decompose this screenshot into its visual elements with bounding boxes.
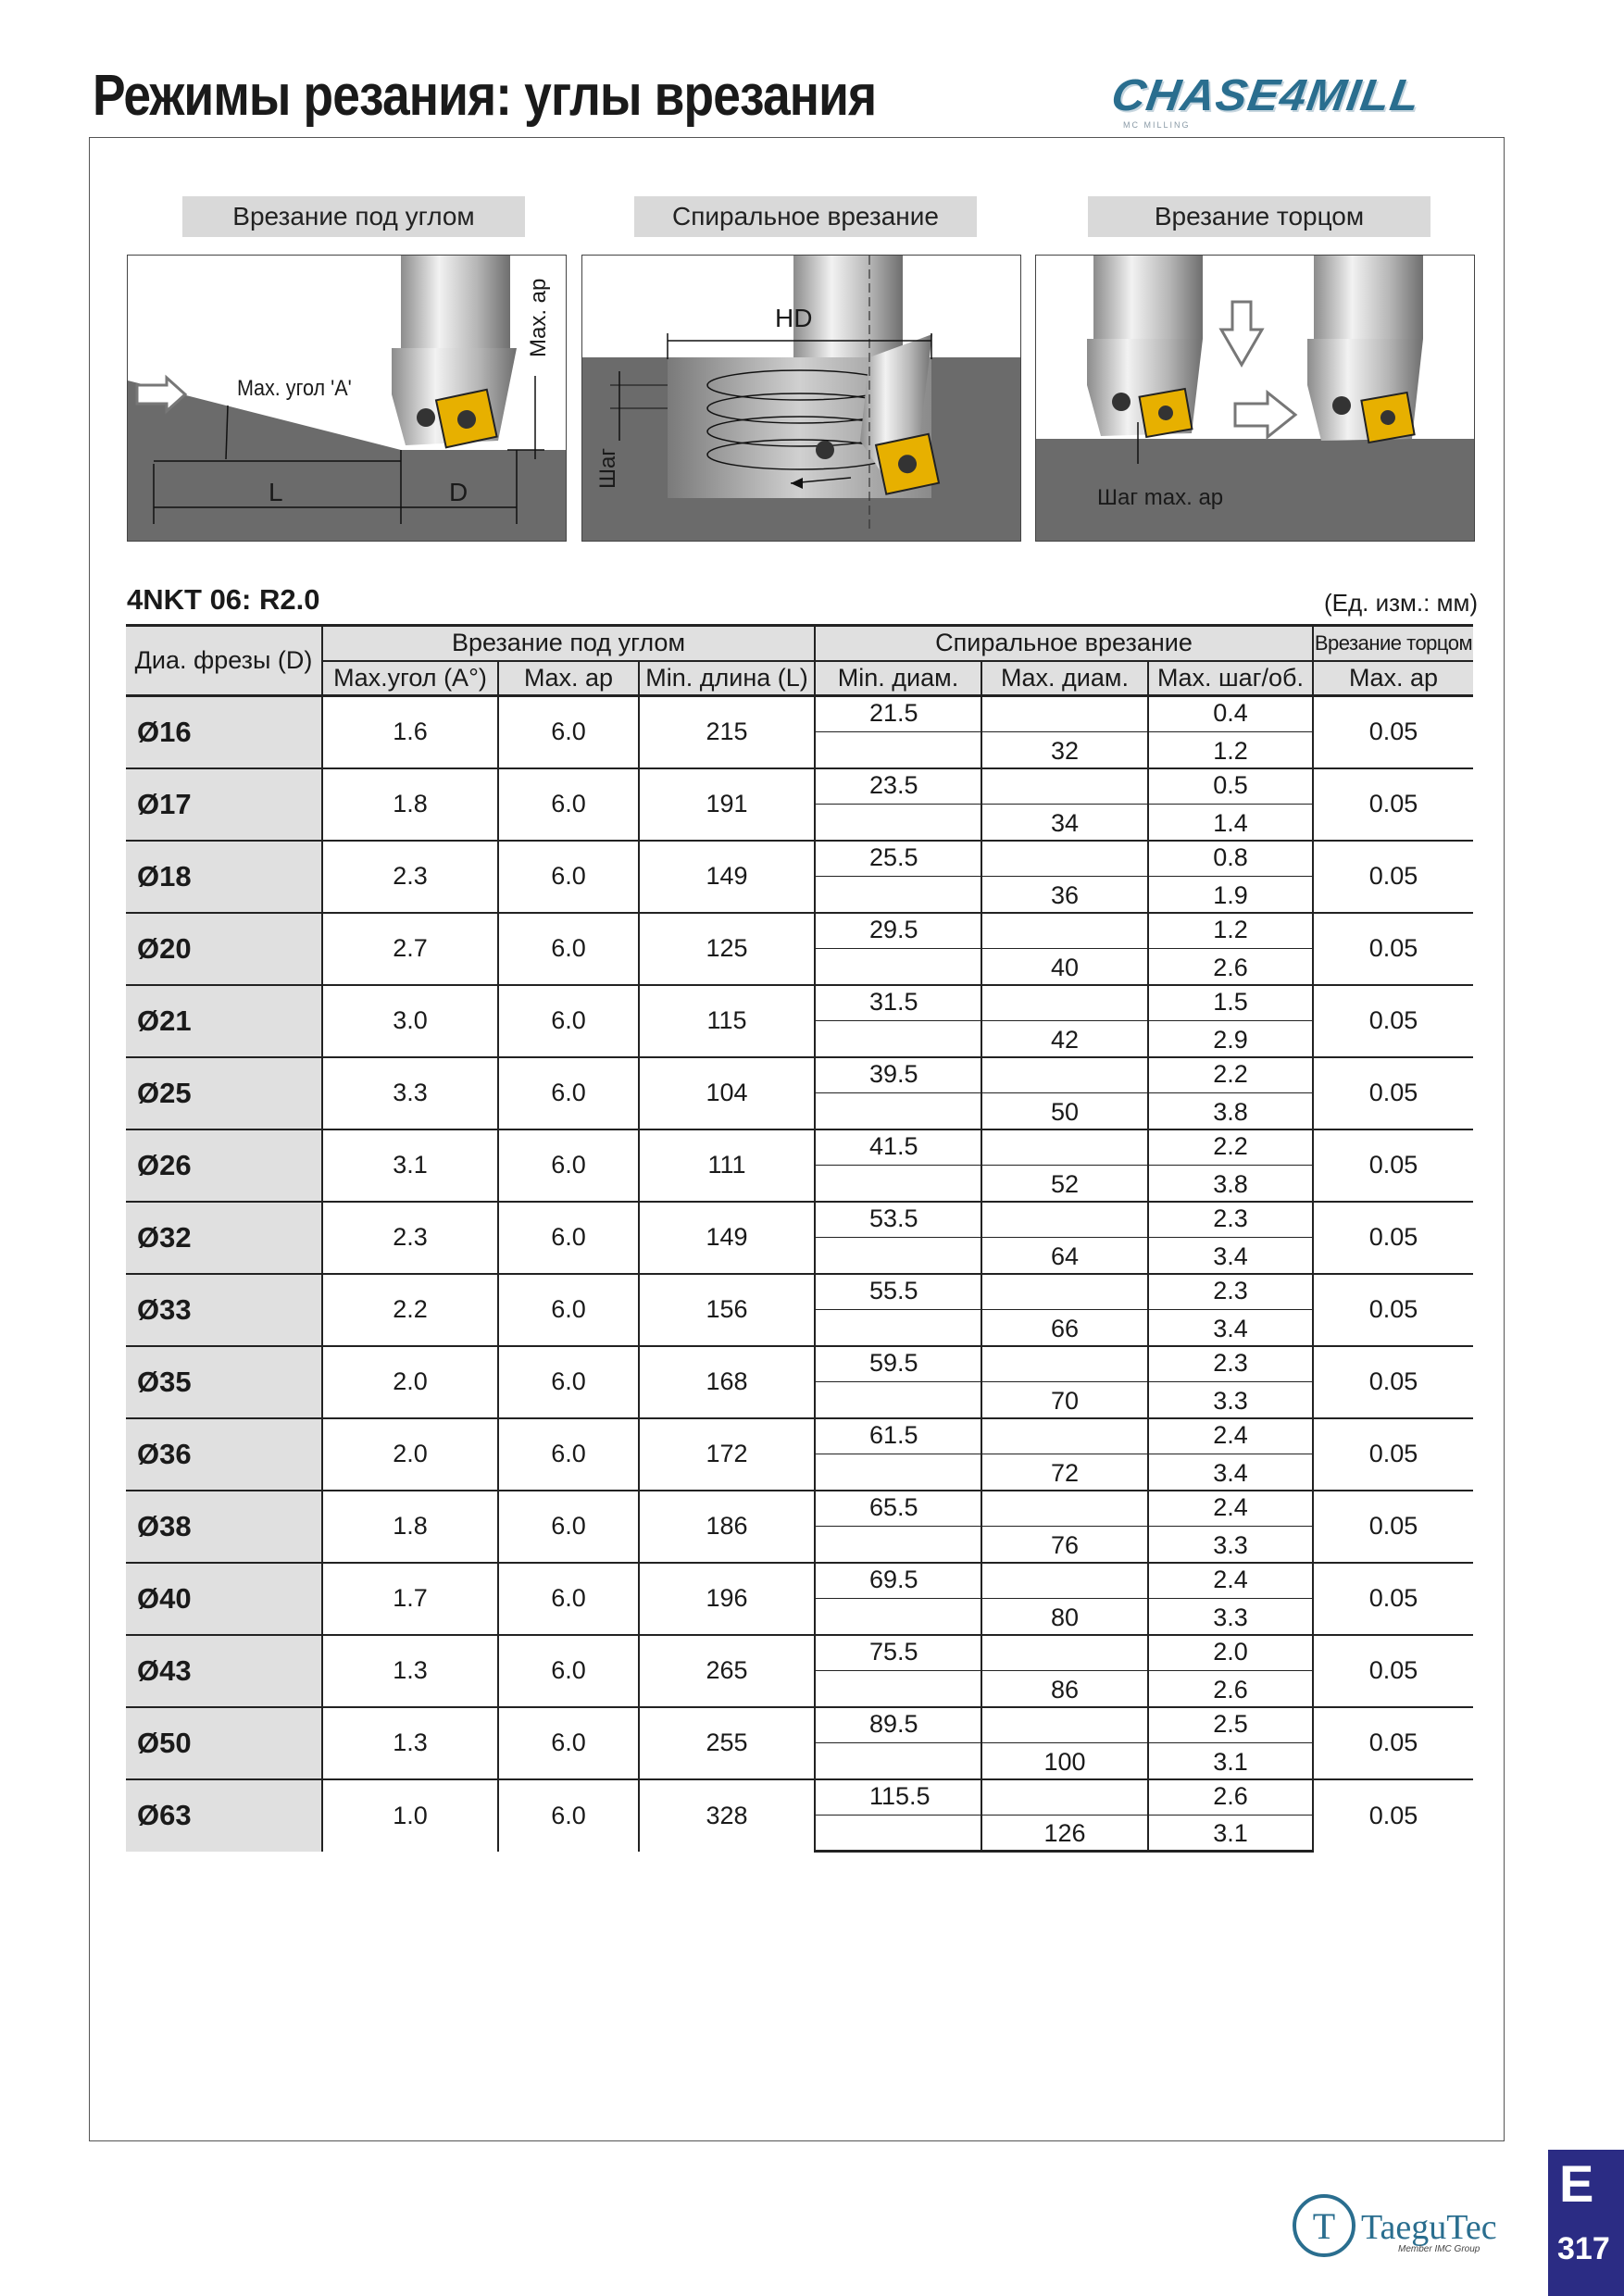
- cell-pitch-min: 2.6: [1148, 1779, 1313, 1816]
- cell-max-dia: 66: [981, 1310, 1148, 1346]
- cell-max-angle: 2.3: [322, 841, 498, 913]
- cell-min-length: 215: [639, 696, 815, 768]
- header-group-helical: Спиральное врезание: [815, 626, 1313, 661]
- cell-max-angle: 1.0: [322, 1779, 498, 1852]
- cell-pitch-min: 2.3: [1148, 1202, 1313, 1238]
- cell-min-dia-empty: [815, 1382, 981, 1418]
- logo-text: TaeguTec: [1361, 2208, 1497, 2247]
- header-min-dia: Min. диам.: [815, 661, 981, 696]
- cell-min-dia: 89.5: [815, 1707, 981, 1743]
- cell-dia: Ø18: [126, 841, 322, 913]
- cell-max-dia: 100: [981, 1743, 1148, 1779]
- table-row: [126, 1202, 1473, 1238]
- cell-max-dia-empty: [981, 1202, 1148, 1238]
- label-step: Шаг max. ap: [1097, 485, 1224, 510]
- cell-pitch-max: 3.4: [1148, 1238, 1313, 1274]
- brand-subtitle: MC MILLING: [1123, 120, 1191, 130]
- table-row: [126, 1491, 1473, 1527]
- cell-max-dia-empty: [981, 1635, 1148, 1671]
- cutter-shank-right: [1314, 256, 1423, 339]
- cell-max-angle: 1.3: [322, 1635, 498, 1707]
- cell-min-dia-empty: [815, 1454, 981, 1491]
- cell-max-ap: 6.0: [498, 1129, 639, 1202]
- table-row: [126, 1707, 1473, 1743]
- cell-pitch-min: 2.3: [1148, 1274, 1313, 1310]
- header-max-ap: Max. ap: [498, 661, 639, 696]
- cell-max-ap: 6.0: [498, 913, 639, 985]
- table-title: 4NKT 06: R2.0: [127, 583, 320, 616]
- table-row: [126, 1057, 1473, 1093]
- cell-max-ap: 6.0: [498, 1057, 639, 1129]
- table-row: [126, 1779, 1473, 1816]
- cell-min-length: 186: [639, 1491, 815, 1563]
- cell-min-length: 149: [639, 1202, 815, 1274]
- cell-min-length: 111: [639, 1129, 815, 1202]
- cell-min-length: 115: [639, 985, 815, 1057]
- taegutec-logo: [1287, 2185, 1537, 2259]
- label-hd: HD: [775, 304, 813, 332]
- cell-plunge-ap: 0.05: [1313, 1635, 1473, 1707]
- insert-icon-left: [1140, 389, 1193, 437]
- cell-dia: Ø40: [126, 1563, 322, 1635]
- cell-max-angle: 2.0: [322, 1418, 498, 1491]
- cell-plunge-ap: 0.05: [1313, 1274, 1473, 1346]
- cell-dia: Ø21: [126, 985, 322, 1057]
- cell-min-length: 149: [639, 841, 815, 913]
- cell-max-dia: 50: [981, 1093, 1148, 1129]
- cell-min-dia: 23.5: [815, 768, 981, 805]
- cell-max-angle: 3.0: [322, 985, 498, 1057]
- header-group-plunge: Врезание торцом: [1313, 626, 1473, 661]
- cell-dia: Ø33: [126, 1274, 322, 1346]
- cutter-shank: [401, 256, 510, 348]
- cell-max-ap: 6.0: [498, 1707, 639, 1779]
- table-row: [126, 913, 1473, 949]
- cell-pitch-max: 1.2: [1148, 732, 1313, 768]
- cell-pitch-max: 3.4: [1148, 1454, 1313, 1491]
- cell-dia: Ø38: [126, 1491, 322, 1563]
- page-number: 317: [1557, 2231, 1610, 2266]
- cell-max-dia-empty: [981, 985, 1148, 1021]
- cell-pitch-max: 2.6: [1148, 1671, 1313, 1707]
- screw-icon: [816, 441, 834, 459]
- cell-max-dia: 32: [981, 732, 1148, 768]
- cell-max-dia-empty: [981, 1057, 1148, 1093]
- cell-max-dia: 80: [981, 1599, 1148, 1635]
- cell-min-length: 172: [639, 1418, 815, 1491]
- cell-max-dia-empty: [981, 1346, 1148, 1382]
- cell-max-dia-empty: [981, 1274, 1148, 1310]
- cell-min-dia-empty: [815, 1021, 981, 1057]
- cell-dia: Ø36: [126, 1418, 322, 1491]
- cell-min-dia: 65.5: [815, 1491, 981, 1527]
- cell-pitch-max: 3.3: [1148, 1527, 1313, 1563]
- cell-pitch-max: 2.9: [1148, 1021, 1313, 1057]
- cell-dia: Ø16: [126, 696, 322, 768]
- cell-pitch-min: 1.2: [1148, 913, 1313, 949]
- cell-dia: Ø63: [126, 1779, 322, 1852]
- label-max-ap: Max. ap: [526, 278, 551, 357]
- cell-plunge-ap: 0.05: [1313, 1779, 1473, 1852]
- cell-dia: Ø32: [126, 1202, 322, 1274]
- table-row: [126, 985, 1473, 1021]
- cell-max-ap: 6.0: [498, 841, 639, 913]
- cell-pitch-max: 2.6: [1148, 949, 1313, 985]
- insert-icon: [436, 390, 497, 448]
- cell-max-angle: 1.7: [322, 1563, 498, 1635]
- cell-pitch-min: 0.4: [1148, 696, 1313, 732]
- cell-max-angle: 1.3: [322, 1707, 498, 1779]
- table-row: [126, 1563, 1473, 1599]
- brand-name: CHASE4MILL: [1108, 71, 1424, 120]
- cell-min-dia: 75.5: [815, 1635, 981, 1671]
- cell-plunge-ap: 0.05: [1313, 1563, 1473, 1635]
- cell-max-angle: 2.2: [322, 1274, 498, 1346]
- cutting-data-table: [126, 624, 1473, 1853]
- cell-min-dia: 69.5: [815, 1563, 981, 1599]
- logo-mark-icon: T: [1312, 2205, 1336, 2247]
- cell-min-length: 328: [639, 1779, 815, 1852]
- cell-min-length: 168: [639, 1346, 815, 1418]
- cell-min-dia-empty: [815, 1166, 981, 1202]
- cell-max-ap: 6.0: [498, 985, 639, 1057]
- cell-max-angle: 2.7: [322, 913, 498, 985]
- cell-pitch-min: 0.5: [1148, 768, 1313, 805]
- cell-max-angle: 3.3: [322, 1057, 498, 1129]
- cell-plunge-ap: 0.05: [1313, 1418, 1473, 1491]
- cell-min-dia: 59.5: [815, 1346, 981, 1382]
- cell-dia: Ø25: [126, 1057, 322, 1129]
- cell-pitch-max: 3.8: [1148, 1166, 1313, 1202]
- cell-max-dia-empty: [981, 1563, 1148, 1599]
- cell-min-dia: 21.5: [815, 696, 981, 732]
- header-min-length: Min. длина (L): [639, 661, 815, 696]
- table-row: [126, 1418, 1473, 1454]
- down-arrow-icon: [1221, 302, 1262, 365]
- table-row: [126, 1346, 1473, 1382]
- table-row: [126, 768, 1473, 805]
- cell-min-dia: 41.5: [815, 1129, 981, 1166]
- cell-max-dia-empty: [981, 913, 1148, 949]
- panel-title-helical: Спиральное врезание: [634, 196, 977, 237]
- cell-plunge-ap: 0.05: [1313, 985, 1473, 1057]
- insert-icon-right: [1361, 393, 1414, 443]
- cell-pitch-min: 2.3: [1148, 1346, 1313, 1382]
- cell-plunge-ap: 0.05: [1313, 768, 1473, 841]
- cell-pitch-max: 1.9: [1148, 877, 1313, 913]
- cell-max-dia-empty: [981, 1418, 1148, 1454]
- label-max-angle: Max. угол 'A': [237, 376, 352, 401]
- cell-max-ap: 6.0: [498, 696, 639, 768]
- cell-min-dia: 31.5: [815, 985, 981, 1021]
- header-max-angle: Max.угол (A°): [322, 661, 498, 696]
- cell-min-length: 191: [639, 768, 815, 841]
- cell-min-dia-empty: [815, 1599, 981, 1635]
- cell-plunge-ap: 0.05: [1313, 696, 1473, 768]
- cell-max-dia: 40: [981, 949, 1148, 985]
- cell-min-dia: 61.5: [815, 1418, 981, 1454]
- cell-min-dia-empty: [815, 877, 981, 913]
- cell-max-dia: 34: [981, 805, 1148, 841]
- cell-min-length: 156: [639, 1274, 815, 1346]
- table-row: [126, 696, 1473, 732]
- cell-dia: Ø50: [126, 1707, 322, 1779]
- cell-dia: Ø17: [126, 768, 322, 841]
- cell-plunge-ap: 0.05: [1313, 1707, 1473, 1779]
- cell-min-dia: 115.5: [815, 1779, 981, 1816]
- cell-max-dia-empty: [981, 1129, 1148, 1166]
- insert-icon: [876, 434, 939, 494]
- cell-max-ap: 6.0: [498, 1779, 639, 1852]
- cell-max-dia-empty: [981, 1491, 1148, 1527]
- cell-min-dia-empty: [815, 1238, 981, 1274]
- cell-pitch-max: 1.4: [1148, 805, 1313, 841]
- cell-min-dia-empty: [815, 805, 981, 841]
- cell-min-dia: 29.5: [815, 913, 981, 949]
- cell-pitch-max: 3.1: [1148, 1743, 1313, 1779]
- cell-pitch-min: 2.0: [1148, 1635, 1313, 1671]
- cell-pitch-min: 2.2: [1148, 1129, 1313, 1166]
- page-title: Режимы резания: углы врезания: [93, 64, 877, 128]
- panel-title-ramp: Врезание под углом: [182, 196, 525, 237]
- cell-pitch-max: 3.3: [1148, 1599, 1313, 1635]
- cell-dia: Ø43: [126, 1635, 322, 1707]
- screw-icon: [417, 408, 435, 427]
- cell-max-dia: 72: [981, 1454, 1148, 1491]
- cell-pitch-min: 2.2: [1148, 1057, 1313, 1093]
- table-row: [126, 1274, 1473, 1310]
- cell-max-dia-empty: [981, 1707, 1148, 1743]
- cell-pitch-min: 0.8: [1148, 841, 1313, 877]
- cell-min-dia-empty: [815, 1671, 981, 1707]
- right-arrow-icon: [1235, 393, 1295, 437]
- cell-max-ap: 6.0: [498, 768, 639, 841]
- cell-max-dia-empty: [981, 768, 1148, 805]
- cell-max-dia: 64: [981, 1238, 1148, 1274]
- cell-min-dia-empty: [815, 1527, 981, 1563]
- cell-pitch-min: 1.5: [1148, 985, 1313, 1021]
- cell-pitch-min: 2.4: [1148, 1563, 1313, 1599]
- cell-max-angle: 1.8: [322, 1491, 498, 1563]
- cell-min-dia-empty: [815, 732, 981, 768]
- cell-max-ap: 6.0: [498, 1563, 639, 1635]
- cell-min-dia-empty: [815, 1816, 981, 1852]
- cell-plunge-ap: 0.05: [1313, 1491, 1473, 1563]
- header-dia: Диа. фрезы (D): [126, 626, 322, 696]
- logo-tagline: Member IMC Group: [1398, 2244, 1480, 2254]
- cell-max-ap: 6.0: [498, 1274, 639, 1346]
- cell-max-dia-empty: [981, 696, 1148, 732]
- plunge-diagram: [1035, 255, 1475, 542]
- label-L: L: [269, 478, 283, 506]
- cell-max-dia: 76: [981, 1527, 1148, 1563]
- cell-max-dia: 126: [981, 1816, 1148, 1852]
- brand-logo: [1108, 70, 1514, 135]
- cell-max-dia: 52: [981, 1166, 1148, 1202]
- cell-pitch-max: 3.8: [1148, 1093, 1313, 1129]
- panel-title-plunge: Врезание торцом: [1088, 196, 1430, 237]
- cell-max-angle: 1.6: [322, 696, 498, 768]
- cell-max-dia-empty: [981, 841, 1148, 877]
- header-group-ramp: Врезание под углом: [322, 626, 815, 661]
- ramp-diagram: [127, 255, 567, 542]
- cell-min-length: 265: [639, 1635, 815, 1707]
- cell-plunge-ap: 0.05: [1313, 913, 1473, 985]
- cell-plunge-ap: 0.05: [1313, 1202, 1473, 1274]
- cell-min-dia-empty: [815, 1093, 981, 1129]
- table-body: [126, 696, 1473, 1852]
- cell-pitch-max: 3.1: [1148, 1816, 1313, 1852]
- cell-pitch-min: 2.5: [1148, 1707, 1313, 1743]
- cell-max-dia: 42: [981, 1021, 1148, 1057]
- header-plunge-ap: Max. ap: [1313, 661, 1473, 696]
- cell-min-length: 255: [639, 1707, 815, 1779]
- label-D: D: [449, 478, 468, 506]
- header-max-dia: Max. диам.: [981, 661, 1148, 696]
- cutter-shank-left: [1093, 256, 1203, 339]
- cell-min-dia: 25.5: [815, 841, 981, 877]
- cell-min-dia-empty: [815, 1743, 981, 1779]
- cell-min-length: 196: [639, 1563, 815, 1635]
- label-pitch: Шаг: [595, 447, 620, 489]
- cell-plunge-ap: 0.05: [1313, 1057, 1473, 1129]
- cell-plunge-ap: 0.05: [1313, 1346, 1473, 1418]
- section-tab: [1548, 2150, 1624, 2296]
- cell-max-ap: 6.0: [498, 1635, 639, 1707]
- cell-pitch-min: 2.4: [1148, 1491, 1313, 1527]
- cell-dia: Ø26: [126, 1129, 322, 1202]
- cell-max-ap: 6.0: [498, 1202, 639, 1274]
- cell-max-ap: 6.0: [498, 1491, 639, 1563]
- cell-max-angle: 1.8: [322, 768, 498, 841]
- cell-max-angle: 3.1: [322, 1129, 498, 1202]
- cell-max-ap: 6.0: [498, 1346, 639, 1418]
- cell-max-dia: 86: [981, 1671, 1148, 1707]
- cell-max-angle: 2.0: [322, 1346, 498, 1418]
- cell-min-length: 125: [639, 913, 815, 985]
- helical-diagram: [581, 255, 1021, 542]
- cell-min-dia: 53.5: [815, 1202, 981, 1238]
- cell-min-length: 104: [639, 1057, 815, 1129]
- cell-plunge-ap: 0.05: [1313, 1129, 1473, 1202]
- table-row: [126, 1635, 1473, 1671]
- cell-max-ap: 6.0: [498, 1418, 639, 1491]
- cell-dia: Ø35: [126, 1346, 322, 1418]
- cell-pitch-min: 2.4: [1148, 1418, 1313, 1454]
- unit-note: (Ед. изм.: мм): [1323, 589, 1478, 617]
- cell-dia: Ø20: [126, 913, 322, 985]
- cell-pitch-max: 3.3: [1148, 1382, 1313, 1418]
- header-max-pitch: Max. шаг/об.: [1148, 661, 1313, 696]
- cell-pitch-max: 3.4: [1148, 1310, 1313, 1346]
- cell-min-dia-empty: [815, 1310, 981, 1346]
- cell-min-dia: 55.5: [815, 1274, 981, 1310]
- cell-max-dia-empty: [981, 1779, 1148, 1816]
- section-letter: E: [1559, 2154, 1594, 2213]
- cell-max-dia: 36: [981, 877, 1148, 913]
- cell-min-dia: 39.5: [815, 1057, 981, 1093]
- cell-max-angle: 2.3: [322, 1202, 498, 1274]
- cell-min-dia-empty: [815, 949, 981, 985]
- table-row: [126, 1129, 1473, 1166]
- cell-plunge-ap: 0.05: [1313, 841, 1473, 913]
- cell-max-dia: 70: [981, 1382, 1148, 1418]
- table-row: [126, 841, 1473, 877]
